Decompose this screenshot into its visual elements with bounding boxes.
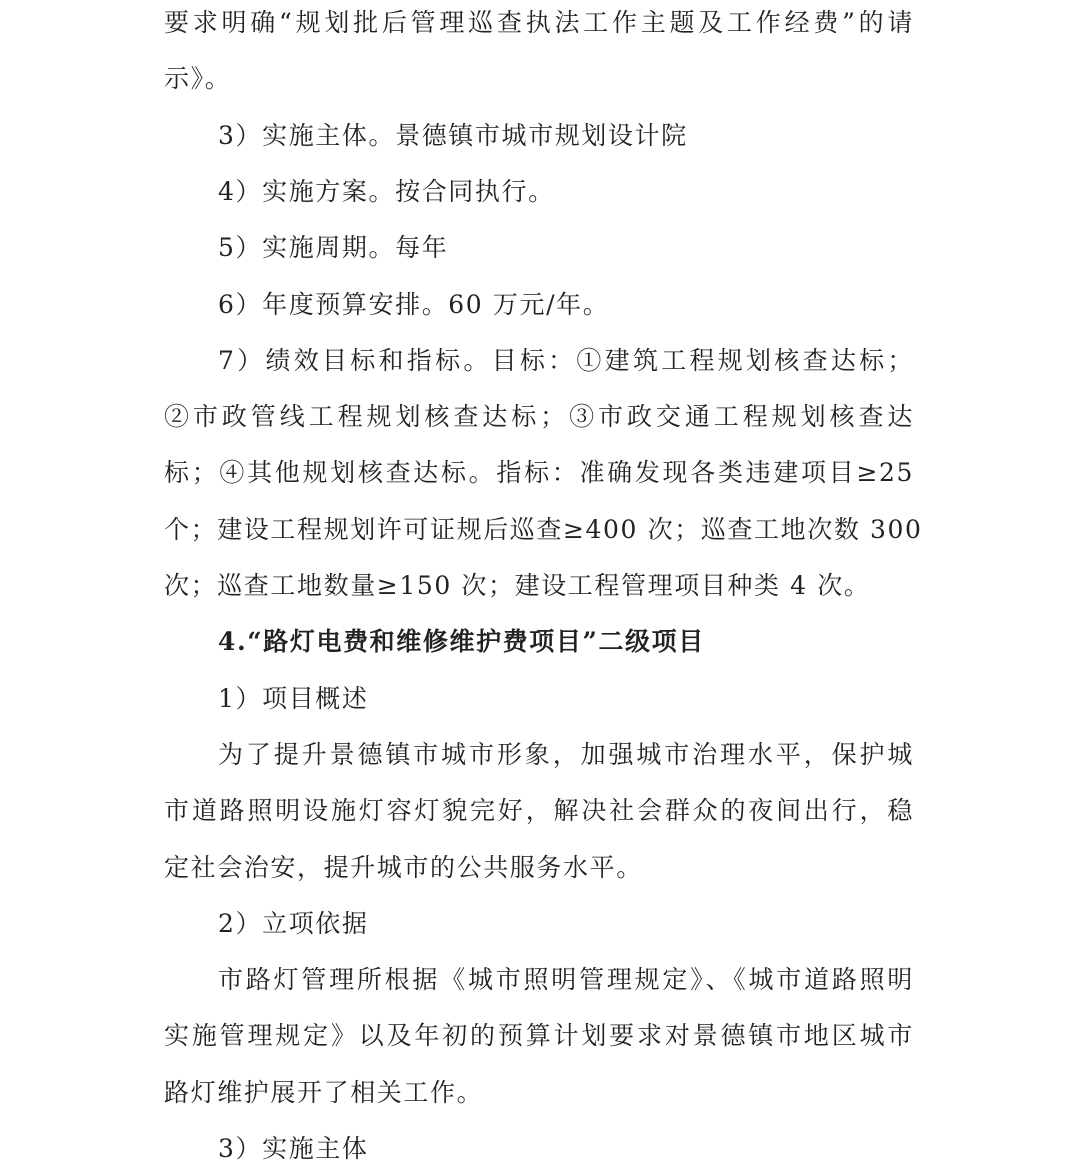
paragraph-line: 实施管理规定》以及年初的预算计划要求对景德镇市地区城市 [164, 1021, 914, 1050]
paragraph-line: 示》。 [164, 64, 232, 93]
paragraph-line: 次；巡查工地数量≥150 次；建设工程管理项目种类 4 次。 [164, 571, 871, 600]
paragraph-line: 定社会治安，提升城市的公共服务水平。 [164, 853, 643, 882]
paragraph-line: 个；建设工程规划许可证规后巡查≥400 次；巡查工地次数 300 [164, 515, 923, 544]
subheading-overview: 1）项目概述 [218, 684, 369, 713]
list-item-implementer: 3）实施主体。景德镇市城市规划设计院 [218, 121, 688, 150]
paragraph-line: 市路灯管理所根据《城市照明管理规定》、《城市道路照明 [218, 965, 914, 994]
subheading-basis: 2）立项依据 [218, 909, 369, 938]
paragraph-line: ②市政管线工程规划核查达标；③市政交通工程规划核查达 [164, 402, 914, 431]
section-heading: 4.“路灯电费和维修维护费项目”二级项目 [218, 627, 705, 656]
paragraph-line: 为了提升景德镇市城市形象，加强城市治理水平，保护城 [218, 740, 914, 769]
list-item-goals: 7）绩效目标和指标。目标：①建筑工程规划核查达标； [218, 346, 914, 375]
paragraph-line: 市道路照明设施灯容灯貌完好，解决社会群众的夜间出行，稳 [164, 796, 914, 825]
paragraph-line: 路灯维护展开了相关工作。 [164, 1078, 484, 1107]
paragraph-line: 标；④其他规划核查达标。指标：准确发现各类违建项目≥25 [164, 458, 914, 487]
paragraph-line: 要求明确“规划批后管理巡查执法工作主题及工作经费”的请 [164, 8, 914, 37]
list-item-budget: 6）年度预算安排。60 万元/年。 [218, 290, 610, 319]
subheading-implementer: 3）实施主体 [218, 1134, 369, 1163]
list-item-period: 5）实施周期。每年 [218, 233, 449, 262]
list-item-plan: 4）实施方案。按合同执行。 [218, 177, 555, 206]
